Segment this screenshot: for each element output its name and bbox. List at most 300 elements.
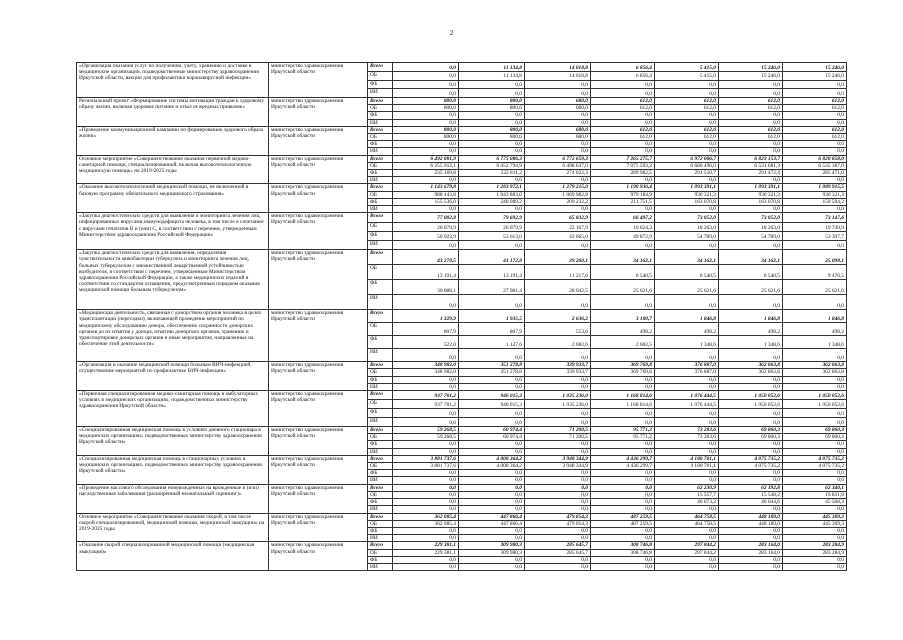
amount-cell: 0,0 xyxy=(719,418,783,427)
amount-cell: 229 381,1 xyxy=(393,549,459,556)
amount-cell: 0,0 xyxy=(591,177,655,184)
amount-cell: 297 844,2 xyxy=(655,549,719,556)
executor: министерство здравоохранения Иркутской области xyxy=(269,126,368,155)
amount-cell: 35 098,1 xyxy=(783,250,847,265)
amount-cell: 0,0 xyxy=(783,448,847,455)
amount-cell: 308 746,8 xyxy=(591,542,655,549)
amount-cell: 4 075 735,2 xyxy=(719,463,783,470)
table-row-total xyxy=(77,126,847,133)
amount-cell: 1 093 391,1 xyxy=(719,184,783,191)
funding-source: ФБ xyxy=(368,280,393,295)
amount-cell: 0,0 xyxy=(655,295,719,310)
amount-cell: 211 751,5 xyxy=(591,198,655,205)
amount-cell: 800,0 xyxy=(459,98,525,105)
amount-cell: 4 180 701,1 xyxy=(655,455,719,462)
amount-cell: 4 008 364,2 xyxy=(459,463,525,470)
amount-cell: 0,0 xyxy=(591,241,655,250)
amount-cell: 447 866,4 xyxy=(459,513,525,520)
table-row-total xyxy=(77,484,847,491)
table-row-total xyxy=(77,155,847,162)
executor: министерство здравоохранения Иркутской области xyxy=(269,427,368,456)
amount-cell: 0,0 xyxy=(783,349,847,362)
amount-cell: 43 665,0 xyxy=(525,231,591,240)
amount-cell: 285 471,0 xyxy=(783,170,847,177)
amount-cell: 1 076 444,5 xyxy=(655,391,719,400)
amount-cell: 71 200,5 xyxy=(525,434,591,441)
amount-cell: 155 536,0 xyxy=(393,198,459,205)
funding-source: ФБ xyxy=(368,141,393,148)
amount-cell: 3 948 344,9 xyxy=(525,455,591,462)
amount-cell: 59 268,5 xyxy=(393,434,459,441)
amount-cell: 0,0 xyxy=(591,563,655,570)
amount-cell: 95 771,2 xyxy=(591,427,655,434)
activity-name: «Медицинская деятельность, связанная с донорством органов человека в целях трансплантации (пересадки), включающей проведение мероприятий по медицинскому обследованию донора, обеспечению сохранности донорских органов до их изъятия у донора, изъятию донорских органов, хранению и транспортировке донорских органов и иные мероприятия, направленные на обеспечение этой деятельности» xyxy=(77,310,269,362)
amount-cell: 612,0 xyxy=(783,105,847,112)
amount-cell: 283 284,9 xyxy=(783,542,847,549)
amount-cell: 60 974,4 xyxy=(459,427,525,434)
amount-cell: 0,0 xyxy=(591,470,655,477)
amount-cell: 0,0 xyxy=(459,535,525,542)
amount-cell: 0,0 xyxy=(783,535,847,542)
executor: министерство здравоохранения Иркутской области xyxy=(269,362,368,391)
amount-cell: 0,0 xyxy=(655,141,719,148)
amount-cell: 1 168 814,6 xyxy=(591,400,655,409)
amount-cell: 0,0 xyxy=(591,441,655,448)
amount-cell: 0,0 xyxy=(719,527,783,534)
funding-source: ИИ xyxy=(368,383,393,390)
amount-cell: 464 758,5 xyxy=(655,520,719,527)
amount-cell: 283 164,0 xyxy=(719,542,783,549)
activity-name: «Закупка диагностических средств для выявления и мониторинга лечения лиц, инфицированных вирусами иммунодефицита человека, в том числе в сочетании с вирусами гепатитов В и (или) С, в соответствии с перечнем, утвержденным Министерством здравоохранения Российской Федерации» xyxy=(77,213,269,250)
amount-cell: 448 189,0 xyxy=(719,513,783,520)
amount-cell: 285 645,7 xyxy=(525,549,591,556)
amount-cell: 39 260,1 xyxy=(525,250,591,265)
amount-cell: 0,0 xyxy=(393,441,459,448)
amount-cell: 77 002,8 xyxy=(393,213,459,222)
amount-cell: 612,0 xyxy=(591,98,655,105)
amount-cell: 0,0 xyxy=(719,535,783,542)
amount-cell: 6 823 153,7 xyxy=(719,155,783,162)
activity-name: Региональный проект «Формирование системы мотивации граждан к здоровому образу жизни, включая здоровое питание и отказ от вредных привычек» xyxy=(77,98,269,127)
activity-name: «Специализированная медицинская помощь в условиях дневного стационара в медицинских организациях, подведомственных министерству здравоохранения Иркутской области» xyxy=(77,427,269,456)
amount-cell: 0,0 xyxy=(393,206,459,213)
funding-source: ИИ xyxy=(368,506,393,513)
amount-cell: 1 035 236,0 xyxy=(525,391,591,400)
amount-cell: 464 758,5 xyxy=(655,513,719,520)
amount-cell: 0,0 xyxy=(591,376,655,383)
amount-cell: 25 621,6 xyxy=(655,280,719,295)
amount-cell: 0,0 xyxy=(393,383,459,390)
amount-cell: 291 510,7 xyxy=(655,170,719,177)
amount-cell: 2 602,5 xyxy=(591,336,655,349)
table-row-total xyxy=(77,63,847,72)
amount-cell: 0,0 xyxy=(655,119,719,126)
amount-cell: 0,0 xyxy=(393,448,459,455)
amount-cell: 8 540,5 xyxy=(719,265,783,280)
amount-cell: 3 100,7 xyxy=(591,310,655,323)
amount-cell: 0,0 xyxy=(525,80,591,89)
amount-cell: 1 279 215,0 xyxy=(525,184,591,191)
amount-cell: 0,0 xyxy=(459,177,525,184)
amount-cell: 15 246,0 xyxy=(783,63,847,72)
amount-cell: 376 887,0 xyxy=(655,362,719,369)
table-row-total xyxy=(77,513,847,520)
amount-cell: 0,0 xyxy=(591,535,655,542)
amount-cell: 498,2 xyxy=(655,323,719,336)
amount-cell: 15 246,0 xyxy=(719,63,783,72)
amount-cell: 0,0 xyxy=(591,499,655,506)
amount-cell: 0,0 xyxy=(525,418,591,427)
amount-cell: 0,0 xyxy=(591,148,655,155)
amount-cell: 1 329,9 xyxy=(393,310,459,323)
funding-source: ОБ xyxy=(368,162,393,169)
funding-source: ФБ xyxy=(368,441,393,448)
amount-cell: 3 881 737,6 xyxy=(393,455,459,462)
executor: министерство здравоохранения Иркутской области xyxy=(269,513,368,542)
table-row-total xyxy=(77,542,847,549)
amount-cell: 498,2 xyxy=(783,323,847,336)
amount-cell: 0,0 xyxy=(393,71,459,80)
amount-cell: 30 088,1 xyxy=(393,280,459,295)
amount-cell: 498,2 xyxy=(719,323,783,336)
amount-cell: 309 980,3 xyxy=(459,542,525,549)
amount-cell: 0,0 xyxy=(525,470,591,477)
funding-source: ИИ xyxy=(368,448,393,455)
amount-cell: 498,2 xyxy=(591,323,655,336)
amount-cell: 0,0 xyxy=(459,418,525,427)
funding-source: Всего xyxy=(368,213,393,222)
amount-cell: 0,0 xyxy=(719,119,783,126)
amount-cell: 612,0 xyxy=(655,134,719,141)
amount-cell: 0,0 xyxy=(783,563,847,570)
amount-cell: 0,0 xyxy=(459,349,525,362)
amount-cell: 612,0 xyxy=(783,126,847,133)
amount-cell: 0,0 xyxy=(393,376,459,383)
amount-cell: 229 381,1 xyxy=(393,542,459,549)
amount-cell: 0,0 xyxy=(459,80,525,89)
amount-cell: 0,0 xyxy=(591,141,655,148)
amount-cell: 0,0 xyxy=(459,448,525,455)
amount-cell: 0,0 xyxy=(783,383,847,390)
amount-cell: 1 035 236,0 xyxy=(525,400,591,409)
amount-cell: 0,0 xyxy=(393,241,459,250)
amount-cell: 0,0 xyxy=(591,112,655,119)
amount-cell: 0,0 xyxy=(525,295,591,310)
amount-cell: 362 863,8 xyxy=(719,362,783,369)
amount-cell: 0,0 xyxy=(393,535,459,542)
amount-cell: 59 268,5 xyxy=(393,427,459,434)
amount-cell: 28 042,5 xyxy=(525,280,591,295)
amount-cell: 0,0 xyxy=(655,80,719,89)
amount-cell: 289 982,5 xyxy=(591,170,655,177)
amount-cell: 235 169,8 xyxy=(393,170,459,177)
table-row-total xyxy=(77,184,847,191)
amount-cell: 0,0 xyxy=(525,448,591,455)
amount-cell: 163 070,8 xyxy=(719,198,783,205)
amount-cell: 800,0 xyxy=(459,134,525,141)
amount-cell: 0,0 xyxy=(459,376,525,383)
amount-cell: 946 015,3 xyxy=(459,391,525,400)
amount-cell: 6 972 006,7 xyxy=(655,155,719,162)
activity-name: «Специализированная медицинская помощь в стационарных условиях в медицинских организациях, подведомственных министерству здравоохранения Иркутской области» xyxy=(77,455,269,484)
executor: министерство здравоохранения Иркутской области xyxy=(269,63,368,98)
amount-cell: 930 321,3 xyxy=(655,191,719,198)
amount-cell: 0,0 xyxy=(393,148,459,155)
funding-source: ФБ xyxy=(368,198,393,205)
amount-cell: 0,0 xyxy=(783,89,847,98)
amount-cell: 0,0 xyxy=(525,383,591,390)
executor: министерство здравоохранения Иркутской области xyxy=(269,542,368,571)
amount-cell: 0,0 xyxy=(459,441,525,448)
table-row-total xyxy=(77,98,847,105)
amount-cell: 5 415,0 xyxy=(655,63,719,72)
amount-cell: 937 701,2 xyxy=(393,400,459,409)
amount-cell: 0,0 xyxy=(719,295,783,310)
amount-cell: 0,0 xyxy=(525,556,591,563)
funding-source: Всего xyxy=(368,455,393,462)
amount-cell: 1 168 814,6 xyxy=(591,391,655,400)
funding-source: ОБ xyxy=(368,265,393,280)
amount-cell: 362 863,8 xyxy=(783,362,847,369)
amount-cell: 800,0 xyxy=(393,105,459,112)
table-row-total xyxy=(77,362,847,369)
amount-cell: 14 018,8 xyxy=(525,63,591,72)
amount-cell: 26 079,9 xyxy=(459,222,525,231)
amount-cell: 6 498 637,0 xyxy=(525,162,591,169)
amount-cell: 0,0 xyxy=(525,506,591,513)
activity-name: «Оказание высокотехнологичной медицинской помощи, не включенной в базовую программу обязательного медицинского страхования» xyxy=(77,184,269,213)
amount-cell: 0,0 xyxy=(393,80,459,89)
amount-cell: 45 508,3 xyxy=(783,499,847,506)
amount-cell: 0,0 xyxy=(655,448,719,455)
funding-source: ОБ xyxy=(368,434,393,441)
funding-source: ИИ xyxy=(368,206,393,213)
amount-cell: 0,0 xyxy=(591,448,655,455)
amount-cell: 13 191,4 xyxy=(459,265,525,280)
amount-cell: 448 189,0 xyxy=(719,520,783,527)
amount-cell: 6 856,4 xyxy=(591,63,655,72)
amount-cell: 0,0 xyxy=(459,556,525,563)
amount-cell: 0,0 xyxy=(783,556,847,563)
amount-cell: 351 278,8 xyxy=(459,369,525,376)
activity-name: «Оказание скорой специализированной медицинской помощи (медицинская эвакуация)» xyxy=(77,542,269,571)
amount-cell: 339 933,7 xyxy=(525,362,591,369)
executor: министерство здравоохранения Иркутской области xyxy=(269,250,368,310)
funding-source: ФБ xyxy=(368,170,393,177)
amount-cell: 283 164,0 xyxy=(719,549,783,556)
amount-cell: 0,0 xyxy=(655,383,719,390)
amount-cell: 0,0 xyxy=(393,63,459,72)
amount-cell: 612,0 xyxy=(591,134,655,141)
amount-cell: 479 054,3 xyxy=(525,513,591,520)
amount-cell: 0,0 xyxy=(591,349,655,362)
amount-cell: 5 415,0 xyxy=(655,71,719,80)
amount-cell: 930 321,3 xyxy=(719,191,783,198)
amount-cell: 0,0 xyxy=(783,409,847,418)
amount-cell: 6 680 496,0 xyxy=(655,162,719,169)
amount-cell: 54 789,0 xyxy=(719,231,783,240)
amount-cell: 308 746,8 xyxy=(591,549,655,556)
amount-cell: 0,0 xyxy=(525,527,591,534)
amount-cell: 15 246,0 xyxy=(719,71,783,80)
amount-cell: 612,0 xyxy=(783,134,847,141)
amount-cell: 0,0 xyxy=(459,470,525,477)
amount-cell: 22 167,9 xyxy=(525,222,591,231)
executor: министерство здравоохранения Иркутской области xyxy=(269,484,368,513)
amount-cell: 53 397,7 xyxy=(783,231,847,240)
amount-cell: 0,0 xyxy=(719,89,783,98)
amount-cell: 0,0 xyxy=(393,177,459,184)
amount-cell: 0,0 xyxy=(719,112,783,119)
amount-cell: 25 621,6 xyxy=(591,280,655,295)
funding-source: ФБ xyxy=(368,409,393,418)
amount-cell: 351 278,8 xyxy=(459,362,525,369)
amount-cell: 0,0 xyxy=(719,141,783,148)
amount-cell: 0,0 xyxy=(655,441,719,448)
amount-cell: 348 982,0 xyxy=(393,369,459,376)
amount-cell: 34 162,1 xyxy=(719,250,783,265)
amount-cell: 612,0 xyxy=(655,98,719,105)
amount-cell: 0,0 xyxy=(459,506,525,513)
amount-cell: 0,0 xyxy=(655,556,719,563)
executor: министерство здравоохранения Иркутской области xyxy=(269,391,368,427)
amount-cell: 1 190 936,4 xyxy=(591,184,655,191)
amount-cell: 0,0 xyxy=(783,112,847,119)
amount-cell: 930 321,3 xyxy=(783,191,847,198)
amount-cell: 6 452 794,9 xyxy=(459,162,525,169)
amount-cell: 0,0 xyxy=(525,148,591,155)
amount-cell: 4 436 299,7 xyxy=(591,455,655,462)
activity-name: «Организация оказания услуг по получению, учету, хранению и доставке в медицинские организации, подведомственные министерству здравоохранения Иркутской области, вакцин для профилактики коронавирусной инфекции» xyxy=(77,63,269,98)
amount-cell: 479 054,3 xyxy=(525,520,591,527)
amount-cell: 0,0 xyxy=(783,376,847,383)
funding-source: ОБ xyxy=(368,191,393,198)
amount-cell: 2 636,2 xyxy=(525,310,591,323)
amount-cell: 0,0 xyxy=(459,89,525,98)
amount-cell: 3 881 737,6 xyxy=(393,463,459,470)
amount-cell: 0,0 xyxy=(655,376,719,383)
amount-cell: 0,0 xyxy=(655,177,719,184)
amount-cell: 322 811,2 xyxy=(459,170,525,177)
amount-cell: 240 089,2 xyxy=(459,198,525,205)
amount-cell: 0,0 xyxy=(719,376,783,383)
funding-source: Всего xyxy=(368,98,393,105)
funding-source: ИИ xyxy=(368,535,393,542)
amount-cell: 0,0 xyxy=(393,470,459,477)
amount-cell: 46 644,6 xyxy=(719,499,783,506)
amount-cell: 2 082,6 xyxy=(525,336,591,349)
table-row-total xyxy=(77,250,847,265)
amount-cell: 376 887,0 xyxy=(655,369,719,376)
amount-cell: 62 340,1 xyxy=(783,484,847,491)
amount-cell: 487 259,5 xyxy=(591,513,655,520)
amount-cell: 800,0 xyxy=(459,105,525,112)
amount-cell: 946 015,3 xyxy=(459,400,525,409)
amount-cell: 0,0 xyxy=(719,206,783,213)
amount-cell: 0,0 xyxy=(783,80,847,89)
amount-cell: 0,0 xyxy=(525,563,591,570)
funding-source: Всего xyxy=(368,126,393,133)
executor: министерство здравоохранения Иркутской области xyxy=(269,184,368,213)
amount-cell: 612,0 xyxy=(655,105,719,112)
amount-cell: 4 075 735,2 xyxy=(719,455,783,462)
amount-cell: 25 621,6 xyxy=(783,280,847,295)
amount-cell: 79 692,9 xyxy=(459,213,525,222)
amount-cell: 807,9 xyxy=(393,323,459,336)
amount-cell: 612,0 xyxy=(655,126,719,133)
funding-source: Всего xyxy=(368,427,393,434)
amount-cell: 0,0 xyxy=(393,418,459,427)
amount-cell: 0,0 xyxy=(783,527,847,534)
amount-cell: 680,0 xyxy=(525,105,591,112)
funding-source: ИИ xyxy=(368,477,393,484)
amount-cell: 16 624,3 xyxy=(591,222,655,231)
amount-cell: 0,0 xyxy=(655,470,719,477)
amount-cell: 1 093 391,1 xyxy=(655,184,719,191)
amount-cell: 0,0 xyxy=(783,441,847,448)
amount-cell: 1 050 052,6 xyxy=(783,391,847,400)
amount-cell: 0,0 xyxy=(525,89,591,98)
funding-source: ОБ xyxy=(368,463,393,470)
amount-cell: 6 772 659,3 xyxy=(525,155,591,162)
amount-cell: 680,0 xyxy=(525,134,591,141)
funding-source: Всего xyxy=(368,362,393,369)
amount-cell: 13 191,4 xyxy=(393,265,459,280)
amount-cell: 62 230,9 xyxy=(655,484,719,491)
funding-source: ИИ xyxy=(368,241,393,250)
amount-cell: 0,0 xyxy=(393,112,459,119)
amount-cell: 0,0 xyxy=(525,177,591,184)
amount-cell: 612,0 xyxy=(719,126,783,133)
amount-cell: 73 283,6 xyxy=(655,434,719,441)
amount-cell: 209 232,2 xyxy=(525,198,591,205)
amount-cell: 0,0 xyxy=(459,241,525,250)
amount-cell: 0,0 xyxy=(591,506,655,513)
executor: министерство здравоохранения Иркутской области xyxy=(269,213,368,250)
amount-cell: 447 866,4 xyxy=(459,520,525,527)
amount-cell: 0,0 xyxy=(459,112,525,119)
amount-cell: 53 613,0 xyxy=(459,231,525,240)
amount-cell: 0,0 xyxy=(459,295,525,310)
amount-cell: 159 594,2 xyxy=(783,198,847,205)
amount-cell: 65 832,9 xyxy=(525,213,591,222)
amount-cell: 0,0 xyxy=(393,499,459,506)
activity-name: «Организация и оказание медицинской помощи больным ВИЧ-инфекцией, осуществление мероприятий по профилактике ВИЧ-инфекции» xyxy=(77,362,269,391)
funding-source: ОБ xyxy=(368,491,393,498)
amount-cell: 309 980,3 xyxy=(459,549,525,556)
amount-cell: 297 844,2 xyxy=(655,542,719,549)
amount-cell: 163 070,8 xyxy=(655,198,719,205)
funding-source: Всего xyxy=(368,513,393,520)
amount-cell: 445 309,3 xyxy=(783,520,847,527)
funding-source: ОБ xyxy=(368,134,393,141)
table-row-total xyxy=(77,391,847,400)
amount-cell: 0,0 xyxy=(525,112,591,119)
amount-cell: 4 008 364,2 xyxy=(459,455,525,462)
funding-source: ФБ xyxy=(368,336,393,349)
amount-cell: 0,0 xyxy=(393,477,459,484)
amount-cell: 0,0 xyxy=(719,448,783,455)
amount-cell: 0,0 xyxy=(393,527,459,534)
amount-cell: 62 192,8 xyxy=(719,484,783,491)
amount-cell: 0,0 xyxy=(655,148,719,155)
funding-source: ОБ xyxy=(368,549,393,556)
amount-cell: 0,0 xyxy=(459,383,525,390)
amount-cell: 0,0 xyxy=(783,477,847,484)
amount-cell: 0,0 xyxy=(393,484,459,491)
amount-cell: 27 981,4 xyxy=(459,280,525,295)
activity-name: «Проведение коммуникационной кампании по формированию здорового образа жизни» xyxy=(77,126,269,155)
